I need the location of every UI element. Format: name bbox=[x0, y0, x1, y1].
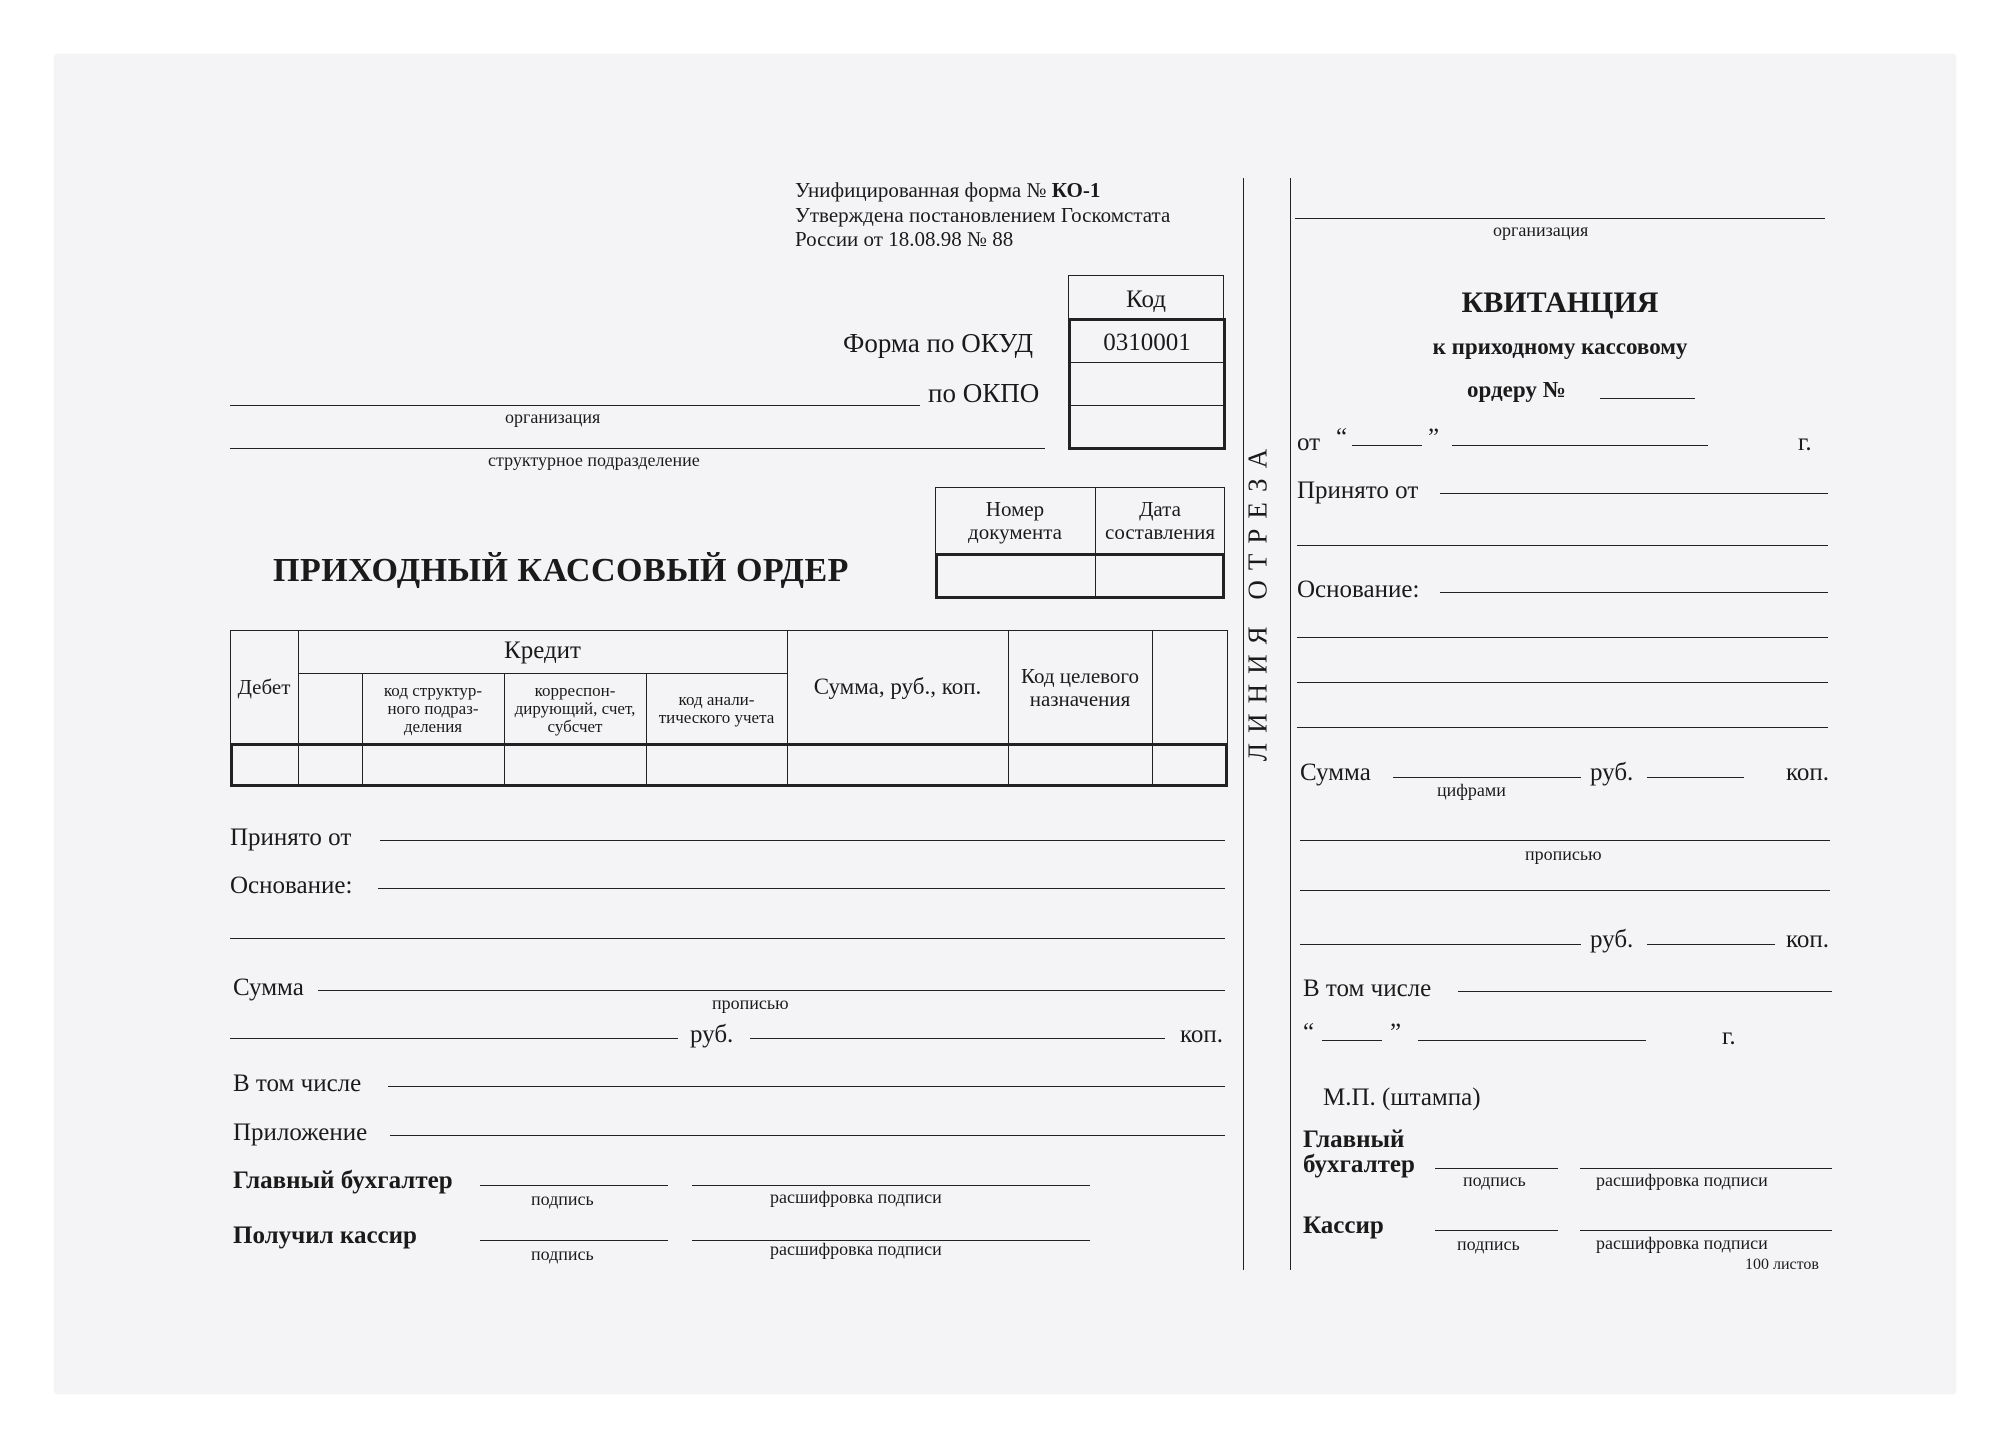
receipt-cashier-signature-line[interactable] bbox=[1435, 1230, 1558, 1231]
sheets-count: 100 листов bbox=[1745, 1256, 1819, 1273]
receipt-basis-line-3[interactable] bbox=[1297, 682, 1828, 683]
receipt-day-line[interactable] bbox=[1352, 445, 1422, 446]
credit-sub-dept: код структур-ного подраз-деления bbox=[383, 681, 483, 736]
receipt-kop-label: коп. bbox=[1786, 759, 1830, 786]
in-digits-caption: цифрами bbox=[1437, 780, 1506, 800]
receipt-sum-words-line[interactable] bbox=[1300, 840, 1830, 841]
including-line[interactable] bbox=[388, 1086, 1225, 1087]
form-name: Унифицированная форма № КО-1 bbox=[795, 178, 1101, 202]
signature-caption: подпись bbox=[531, 1189, 594, 1209]
including-label: В том числе bbox=[233, 1070, 362, 1097]
cashier-signature-line[interactable] bbox=[480, 1240, 668, 1241]
receipt-kop-line[interactable] bbox=[1647, 944, 1775, 945]
order-title: ПРИХОДНЫЙ КАССОВЫЙ ОРДЕР bbox=[273, 552, 849, 589]
receipt-order-number-label: ордеру № bbox=[1467, 377, 1566, 402]
codes-row-divider bbox=[1068, 405, 1226, 406]
kop-label: коп. bbox=[1180, 1021, 1224, 1048]
order-table-values-row[interactable] bbox=[230, 743, 1228, 787]
receipt-basis-line-4[interactable] bbox=[1297, 727, 1828, 728]
stamp-placeholder: М.П. (штампа) bbox=[1323, 1084, 1481, 1111]
receipt-year-label: г. bbox=[1798, 429, 1812, 456]
receipt-received-from-line-2[interactable] bbox=[1297, 545, 1828, 546]
receipt-signature-caption: подпись bbox=[1463, 1170, 1526, 1190]
receipt-date-year-label: г. bbox=[1722, 1023, 1736, 1050]
doc-number-header: Номер документа bbox=[968, 497, 1062, 544]
receipt-signature-caption-2: подпись bbox=[1457, 1234, 1520, 1254]
chief-signature-line[interactable] bbox=[480, 1185, 668, 1186]
form-approval-date: России от 18.08.98 № 88 bbox=[795, 227, 1014, 251]
okud-value[interactable]: 0310001 bbox=[1103, 329, 1191, 356]
sum-words-line[interactable] bbox=[318, 990, 1225, 991]
credit-sub-analytic: код анали-тического учета bbox=[658, 690, 775, 727]
organization-line[interactable] bbox=[230, 405, 920, 406]
attachment-label: Приложение bbox=[233, 1119, 368, 1146]
purpose-header: Код целевого назначения bbox=[1020, 664, 1139, 711]
signature-caption: подпись bbox=[531, 1244, 594, 1264]
cut-line-right bbox=[1290, 178, 1291, 1270]
quote-close: ” bbox=[1428, 424, 1440, 451]
doc-values-box[interactable] bbox=[935, 553, 1225, 599]
receipt-including-line[interactable] bbox=[1458, 991, 1832, 992]
receipt-organization-caption: организация bbox=[1493, 220, 1589, 240]
receipt-chief-decoding-line[interactable] bbox=[1580, 1168, 1832, 1169]
okpo-label: по ОКПО bbox=[928, 378, 1040, 408]
receipt-rub-label-2: руб. bbox=[1590, 926, 1634, 953]
receipt-sum-label: Сумма bbox=[1300, 759, 1371, 786]
rub-label: руб. bbox=[690, 1021, 734, 1048]
quote-open-2: “ bbox=[1303, 1019, 1315, 1046]
receipt-rub-label: руб. bbox=[1590, 759, 1634, 786]
received-from-line[interactable] bbox=[380, 840, 1225, 841]
basis-label: Основание: bbox=[230, 872, 353, 899]
basis-line[interactable] bbox=[378, 888, 1225, 889]
signature-decoding-caption: расшифровка подписи bbox=[770, 1187, 942, 1207]
doc-date-header: Дата составления bbox=[1105, 497, 1215, 544]
received-from-label: Принято от bbox=[230, 824, 352, 851]
receipt-sum-digits-line[interactable] bbox=[1393, 777, 1581, 778]
quote-close-2: ” bbox=[1390, 1019, 1402, 1046]
credit-header: Кредит bbox=[504, 637, 581, 665]
signature-decoding-caption: расшифровка подписи bbox=[770, 1239, 942, 1259]
receipt-date-month-line[interactable] bbox=[1418, 1040, 1646, 1041]
sum-header: Сумма, руб., коп. bbox=[813, 674, 982, 700]
receipt-received-from-label: Принято от bbox=[1297, 477, 1419, 504]
department-caption: структурное подразделение bbox=[488, 450, 700, 470]
sum-label: Сумма bbox=[233, 974, 304, 1001]
receipt-kop-label-2: коп. bbox=[1786, 926, 1830, 953]
receipt-basis-line[interactable] bbox=[1440, 592, 1828, 593]
receipt-organization-line[interactable] bbox=[1295, 218, 1825, 219]
receipt-basis-label: Основание: bbox=[1297, 576, 1420, 603]
chief-accountant-label: Главный бухгалтер bbox=[233, 1167, 453, 1194]
receipt-in-words-caption: прописью bbox=[1525, 844, 1602, 864]
receipt-month-line[interactable] bbox=[1452, 445, 1708, 446]
quote-open: “ bbox=[1336, 424, 1348, 451]
received-cashier-label: Получил кассир bbox=[233, 1222, 417, 1249]
codes-row-divider bbox=[1068, 362, 1226, 363]
receipt-decoding-caption: расшифровка подписи bbox=[1596, 1170, 1768, 1190]
in-words-caption: прописью bbox=[712, 993, 789, 1013]
receipt-chief-label-2: бухгалтер bbox=[1303, 1151, 1415, 1178]
form-approval: Утверждена постановлением Госкомстата bbox=[795, 203, 1171, 227]
code-header: Код bbox=[1126, 286, 1166, 313]
receipt-including-label: В том числе bbox=[1303, 975, 1432, 1002]
okud-label: Форма по ОКУД bbox=[843, 328, 1034, 358]
chief-decoding-line[interactable] bbox=[692, 1185, 1090, 1186]
receipt-basis-line-2[interactable] bbox=[1297, 637, 1828, 638]
receipt-cashier-decoding-line[interactable] bbox=[1580, 1230, 1832, 1231]
receipt-title: КВИТАНЦИЯ bbox=[1461, 286, 1659, 319]
basis-line-2[interactable] bbox=[230, 938, 1225, 939]
receipt-chief-label: Главный bbox=[1303, 1126, 1405, 1153]
receipt-date-day-line[interactable] bbox=[1322, 1040, 1382, 1041]
receipt-received-from-line[interactable] bbox=[1440, 493, 1828, 494]
organization-caption: организация bbox=[505, 407, 601, 427]
rub-line[interactable] bbox=[230, 1038, 678, 1039]
receipt-subtitle: к приходному кассовому bbox=[1432, 334, 1688, 359]
receipt-decoding-caption-2: расшифровка подписи bbox=[1596, 1233, 1768, 1253]
receipt-sum-words-line-2[interactable] bbox=[1300, 890, 1830, 891]
department-line[interactable] bbox=[230, 448, 1045, 449]
form-code: КО-1 bbox=[1051, 178, 1101, 202]
debit-header: Дебет bbox=[237, 675, 291, 700]
receipt-chief-signature-line[interactable] bbox=[1435, 1168, 1558, 1169]
receipt-order-number-line[interactable] bbox=[1600, 398, 1695, 399]
attachment-line[interactable] bbox=[390, 1135, 1225, 1136]
receipt-kop-digits-line[interactable] bbox=[1647, 777, 1744, 778]
receipt-cashier-label: Кассир bbox=[1303, 1212, 1384, 1239]
receipt-from-label: от bbox=[1297, 429, 1321, 456]
cut-line-label: ЛИНИЯ ОТРЕЗА bbox=[1242, 438, 1273, 762]
receipt-rub-line[interactable] bbox=[1300, 944, 1581, 945]
credit-sub-account: корреспон-дирующий, счет, субсчет bbox=[514, 681, 636, 736]
kop-line[interactable] bbox=[750, 1038, 1165, 1039]
